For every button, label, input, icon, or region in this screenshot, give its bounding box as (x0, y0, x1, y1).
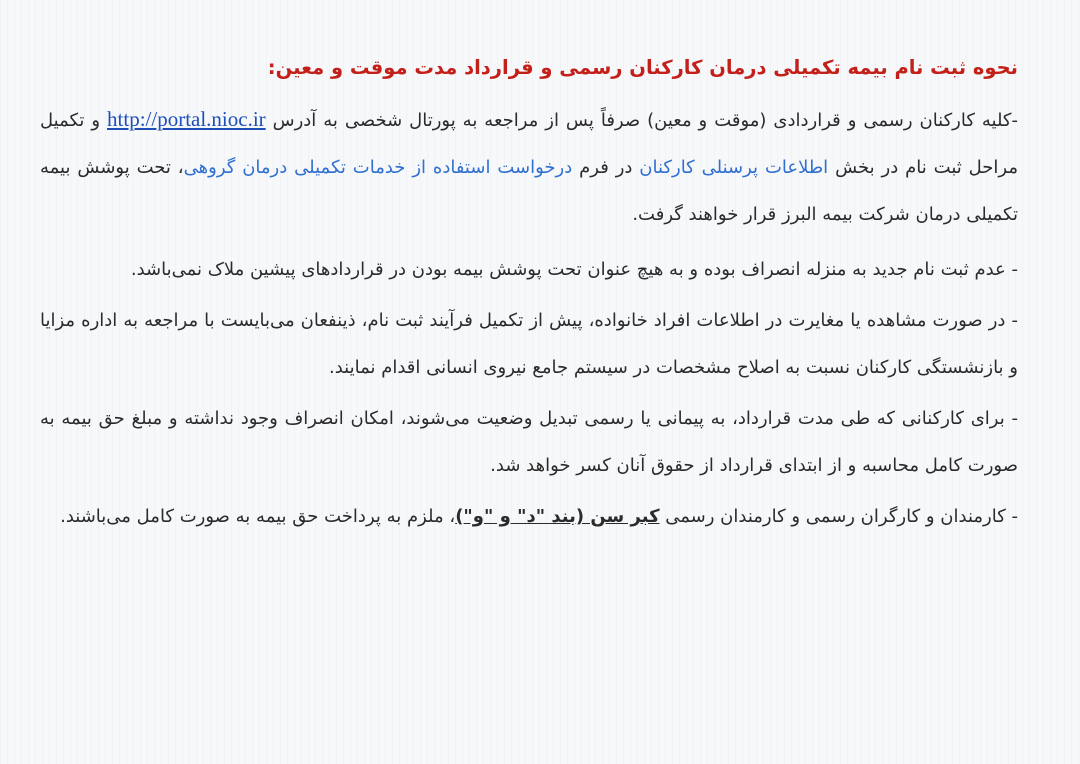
paragraph-1-text-1: -کلیه کارکنان رسمی و قراردادی (موقت و معین) صرفاً پس از مراجعه به پورتال شخصی به آدرس (265, 110, 1018, 131)
paragraph-5-text-1: - کارمندان و کارگران رسمی و کارمندان رسمی (659, 506, 1018, 527)
request-form-link[interactable]: درخواست استفاده از خدمات تکمیلی درمان گروهی (183, 157, 573, 178)
age-clause-emphasis: کبر سن (بند "د" و "و") (455, 506, 660, 527)
personnel-info-section-link[interactable]: اطلاعات پرسنلی کارکنان (639, 157, 829, 178)
paragraph-no-registration: - عدم ثبت نام جدید به منزله انصراف بوده و به هیچ عنوان تحت پوشش بیمه بودن در قراردادهای پیشین ملاک نمی‌باشد. (130, 259, 1018, 280)
paragraph-1-text-4: ، تحت پوشش بیمه تکمیلی درمان شرکت بیمه البرز قرار خواهند گرفت. (40, 157, 1018, 225)
paragraph-1-text-3: در فرم (572, 157, 640, 178)
page-title: نحوه ثبت نام بیمه تکمیلی درمان کارکنان رسمی و قرارداد مدت موقت و معین: (267, 56, 1018, 79)
paragraph-registration (40, 96, 1018, 238)
portal-url-link[interactable]: http://portal.nioc.ir (107, 107, 266, 131)
paragraph-senior-staff (40, 493, 1018, 540)
paragraph-1-text-2: و تکمیل مراحل ثبت نام در بخش (40, 110, 1018, 178)
paragraph-5-text-2: ، ملزم به پرداخت حق بیمه به صورت کامل می‌باشند. (60, 506, 456, 527)
paragraph-status-change: - برای کارکنانی که طی مدت قرارداد، به پیمانی یا رسمی تبدیل وضعیت می‌شوند، امکان انصراف وجود نداشته و مبلغ حق بیمه به صورت کامل محاسبه و از ابتدای قرارداد از حقوق آنان کسر خواهد شد. (40, 408, 1018, 476)
paragraph-family-info: - در صورت مشاهده یا مغایرت در اطلاعات افراد خانواده، پیش از تکمیل فرآیند ثبت نام، ذینفعان می‌بایست با مراجعه به اداره مزایا و بازنشستگی کارکنان نسبت به اصلاح مشخصات در سیستم جامع نیروی انسانی اقدام نمایند. (40, 310, 1018, 378)
